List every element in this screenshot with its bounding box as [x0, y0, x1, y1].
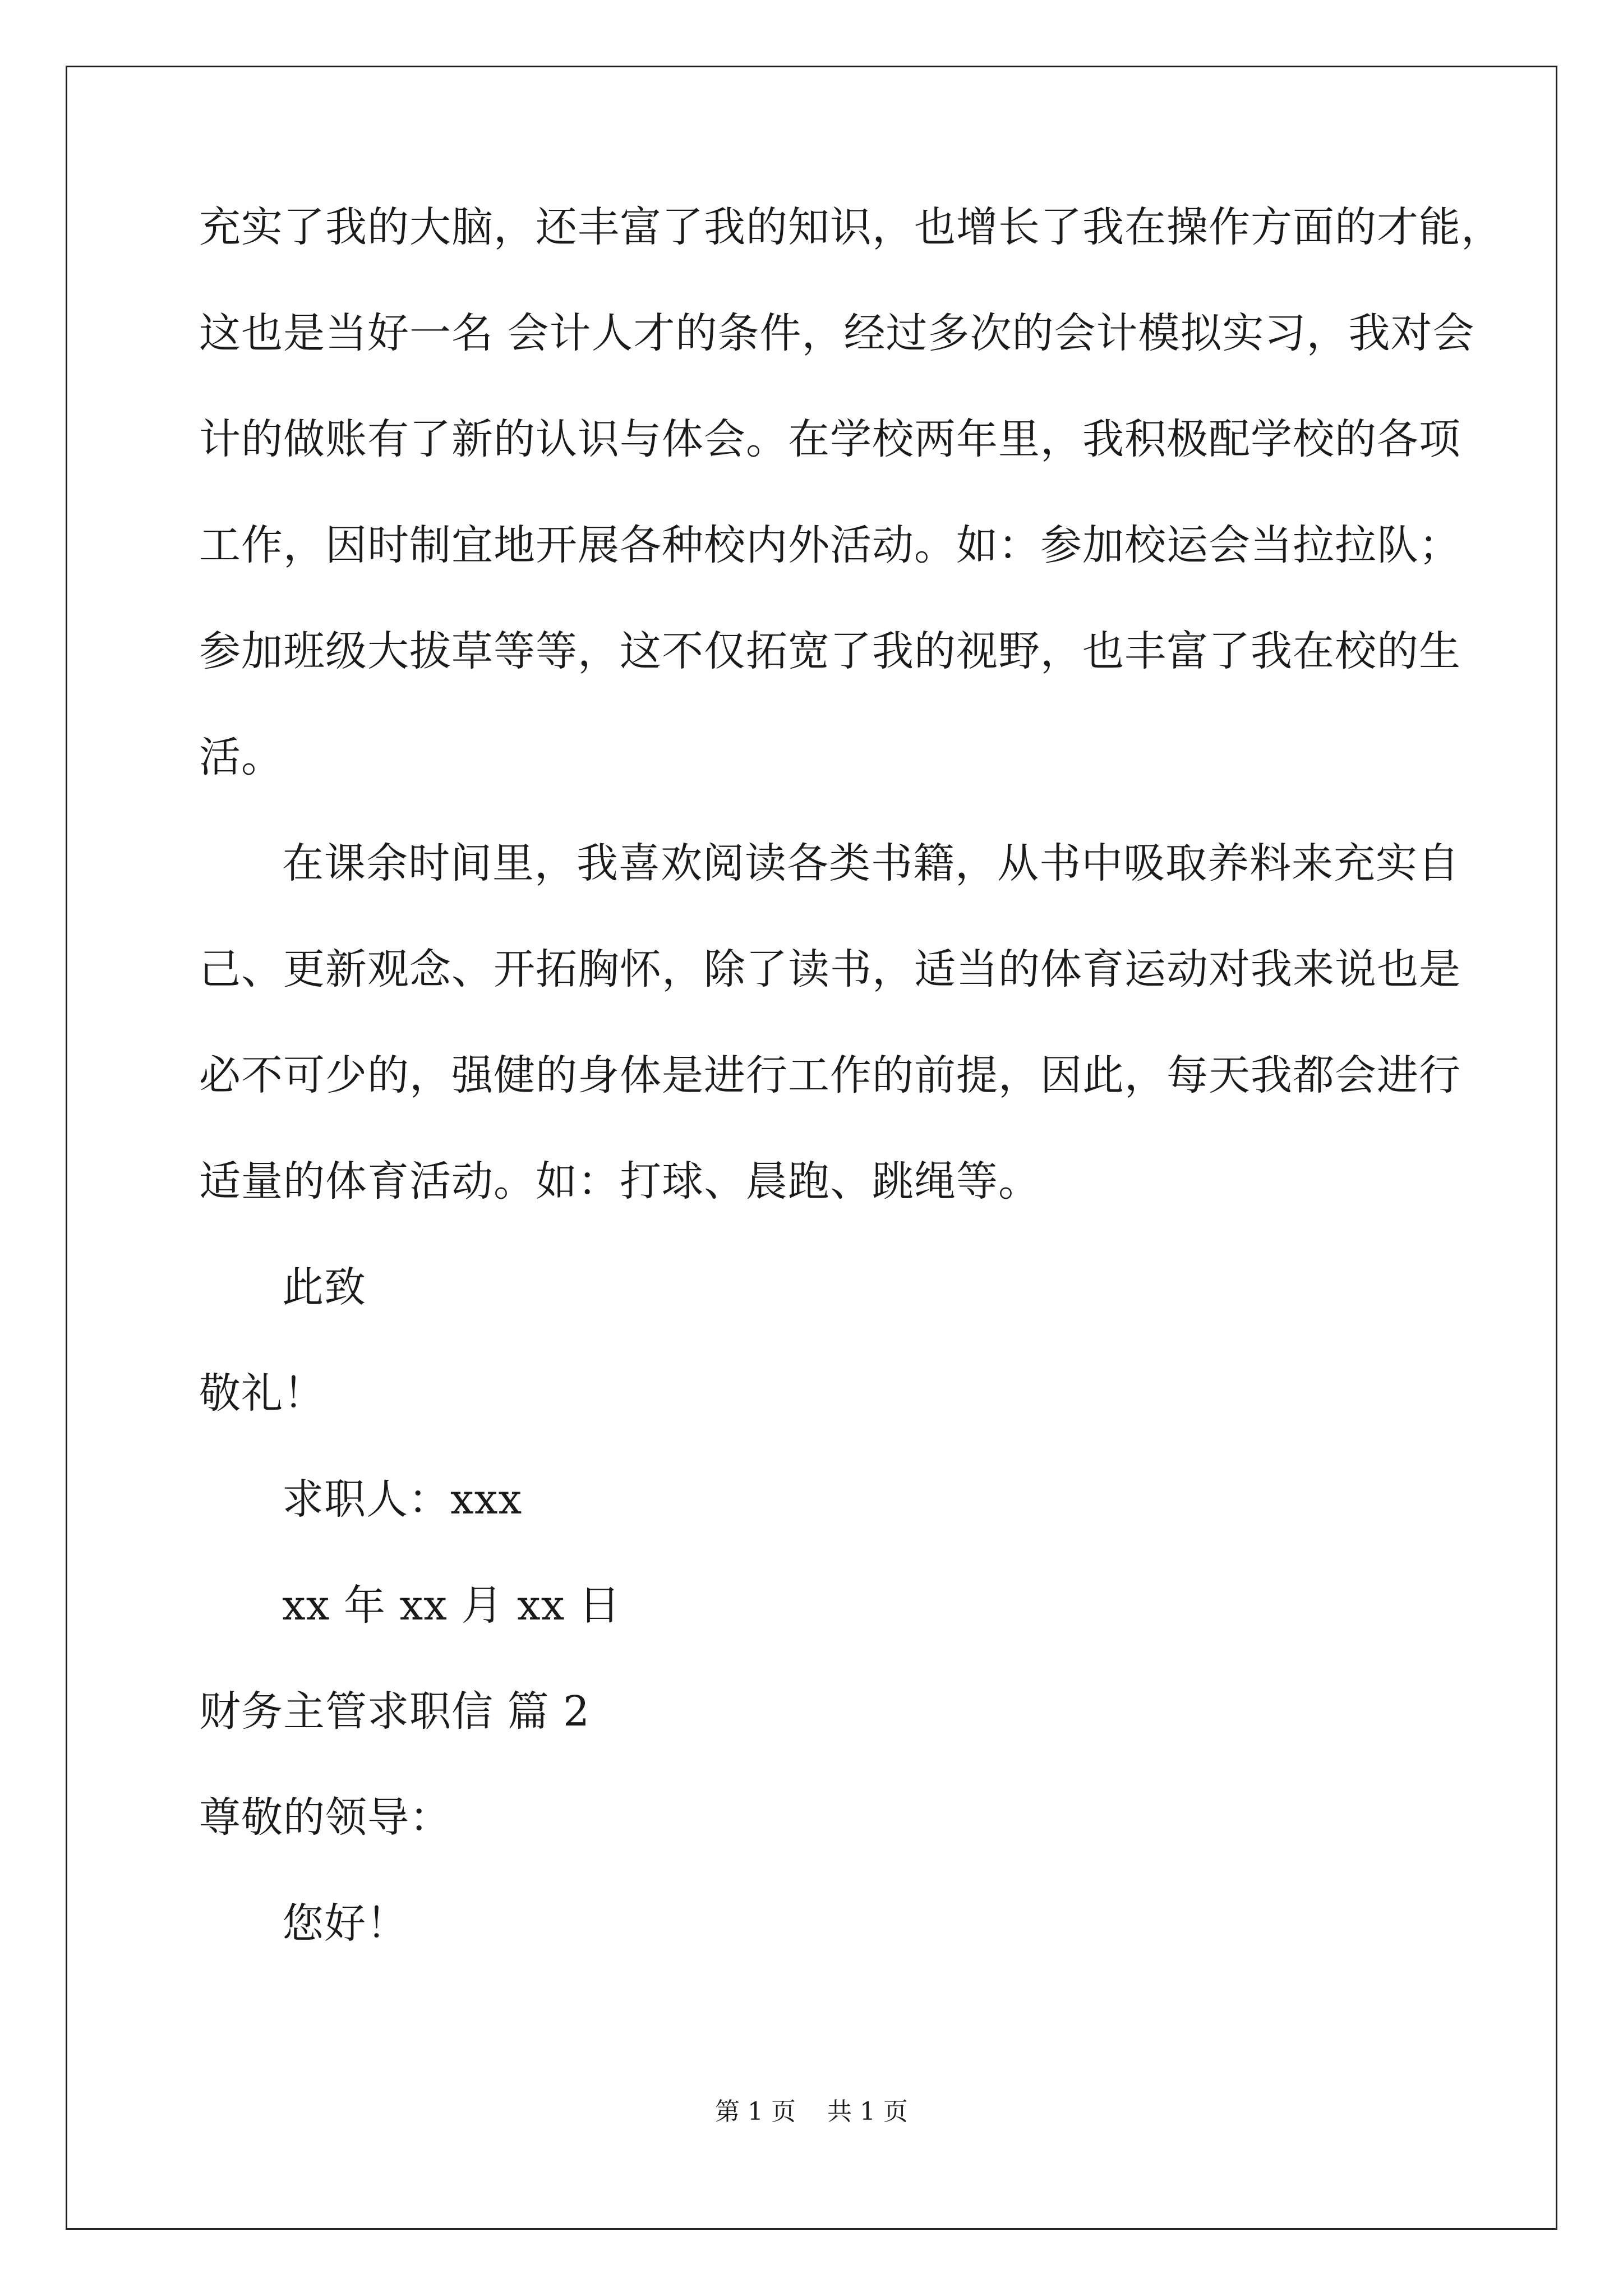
paragraph-line: 必不可少的，强健的身体是进行工作的前提，因此，每天我都会进行: [199, 1051, 1461, 1099]
greeting-recipient: 尊敬的领导：: [199, 1793, 451, 1842]
letter-date: xx 年 xx 月 xx 日: [282, 1581, 621, 1630]
closing-regards: 敬礼！: [199, 1369, 325, 1418]
paragraph-line: 适量的体育活动。如：打球、晨跑、跳绳等。: [199, 1157, 1040, 1205]
section-heading: 财务主管求职信 篇 2: [199, 1687, 591, 1736]
paragraph-line: 这也是当好一名 会计人才的条件，经过多次的会计模拟实习，我对会: [199, 309, 1475, 357]
paragraph-line: 工作，因时制宜地开展各种校内外活动。如：参加校运会当拉拉队；: [199, 521, 1461, 569]
page-footer: 第 1 页 共 1 页: [715, 2097, 908, 2126]
paragraph-line: 己、更新观念、开拓胸怀，除了读书，适当的体育运动对我来说也是: [199, 945, 1461, 993]
paragraph-line: 参加班级大拔草等等，这不仅拓宽了我的视野，也丰富了我在校的生: [199, 627, 1461, 675]
greeting-hello: 您好！: [282, 1899, 408, 1948]
paragraph-line: 计的做账有了新的认识与体会。在学校两年里，我积极配学校的各项: [199, 415, 1461, 463]
paragraph-line: 充实了我的大脑，还丰富了我的知识，也增长了我在操作方面的才能，: [199, 203, 1503, 251]
paragraph-line: 在课余时间里，我喜欢阅读各类书籍，从书中吸取养料来充实自: [282, 839, 1460, 887]
paragraph-line: 活。: [199, 733, 283, 781]
document-body: [199, 194, 1503, 1996]
applicant-signature: 求职人：xxx: [282, 1475, 523, 1524]
closing-salutation: 此致: [282, 1263, 366, 1312]
